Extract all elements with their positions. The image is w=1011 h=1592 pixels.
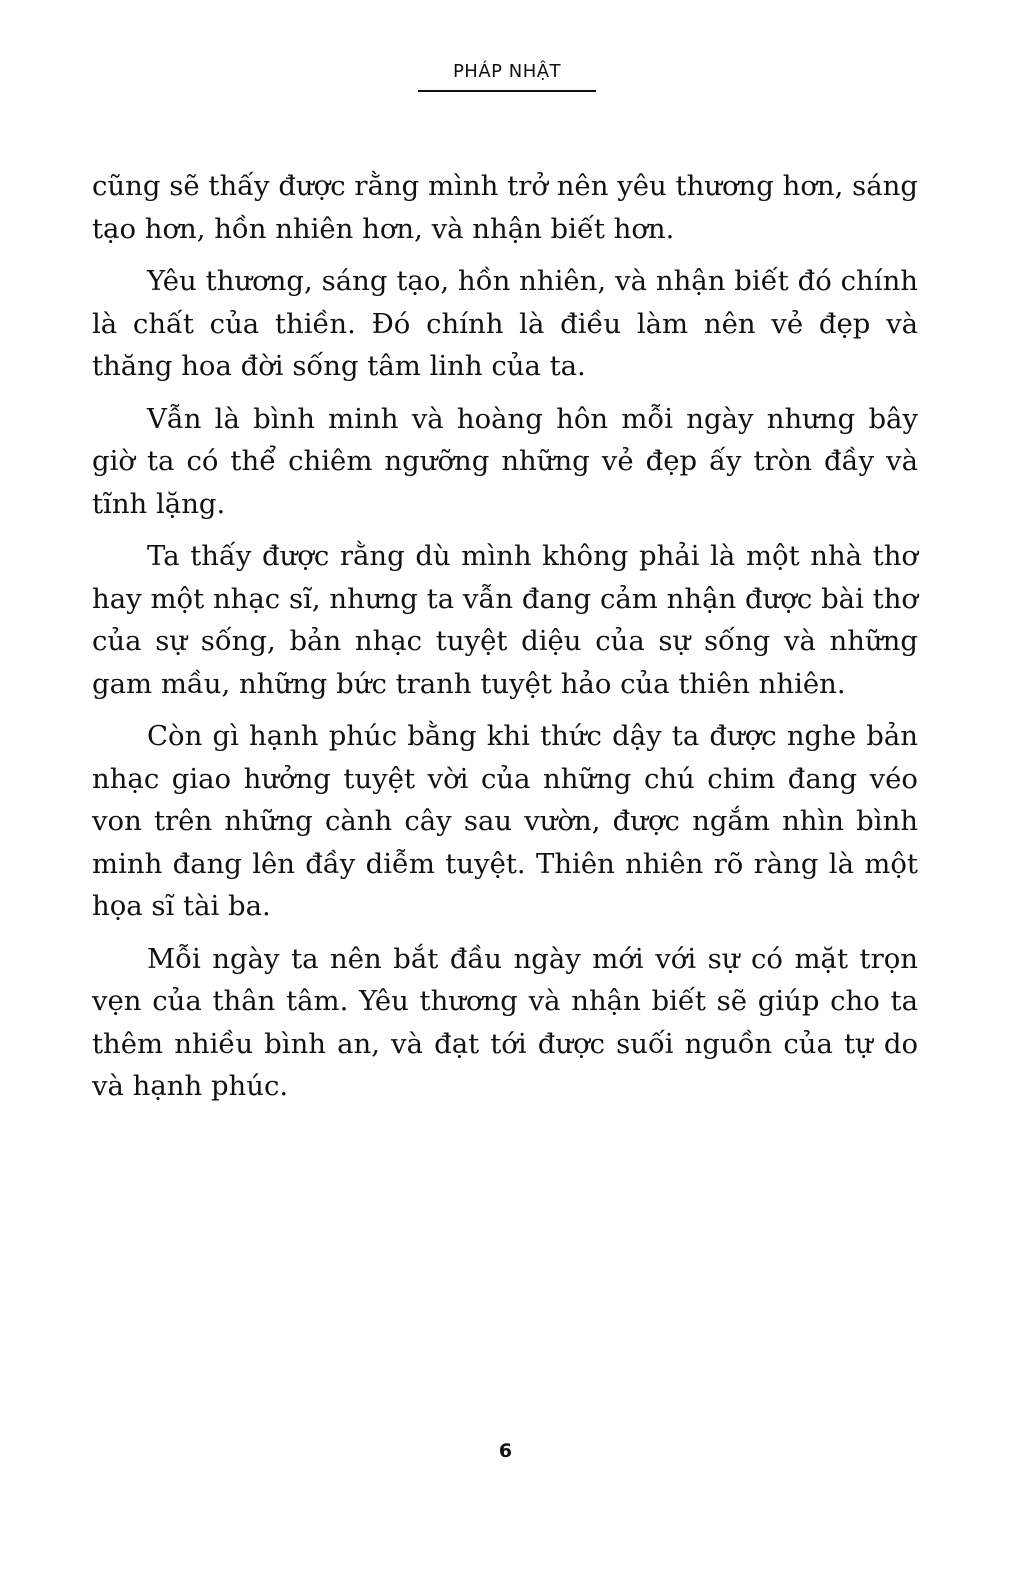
header-title: PHÁP NHẬT <box>452 61 562 82</box>
header-rule <box>418 90 596 92</box>
paragraph: Yêu thương, sáng tạo, hồn nhiên, và nhận biết đó chính là chất của thiền. Đó chính là điều làm nên vẻ đẹp và thăng hoa đời sống tâm linh của ta. <box>92 265 918 382</box>
page-number: 6 <box>498 1440 513 1462</box>
paragraph-continued: cũng sẽ thấy được rằng mình trở nên yêu thương hơn, sáng tạo hơn, hồn nhiên hơn, và nhận biết hơn. <box>92 170 918 245</box>
paragraph: Ta thấy được rằng dù mình không phải là một nhà thơ hay một nhạc sĩ, nhưng ta vẫn đang cảm nhận được bài thơ của sự sống, bản nhạc tuyệt diệu của sự sống và những gam mầu, những bức tranh tuyệt hảo của thiên nhiên. <box>92 540 918 700</box>
paragraph: Còn gì hạnh phúc bằng khi thức dậy ta được nghe bản nhạc giao hưởng tuyệt vời của những chú chim đang véo von trên những cành cây sau vườn, được ngắm nhìn bình minh đang lên đầy diễm tuyệt. Thiên nhiên rõ ràng là một họa sĩ tài ba. <box>92 720 918 922</box>
page-body <box>92 165 918 1118</box>
paragraph: Vẫn là bình minh và hoàng hôn mỗi ngày nhưng bây giờ ta có thể chiêm ngưỡng những vẻ đẹp ấy tròn đầy và tĩnh lặng. <box>92 402 918 520</box>
running-header <box>418 60 596 92</box>
paragraph: Mỗi ngày ta nên bắt đầu ngày mới với sự có mặt trọn vẹn của thân tâm. Yêu thương và nhận biết sẽ giúp cho ta thêm nhiều bình an, và đạt tới được suối nguồn của tự do và hạnh phúc. <box>92 942 918 1102</box>
